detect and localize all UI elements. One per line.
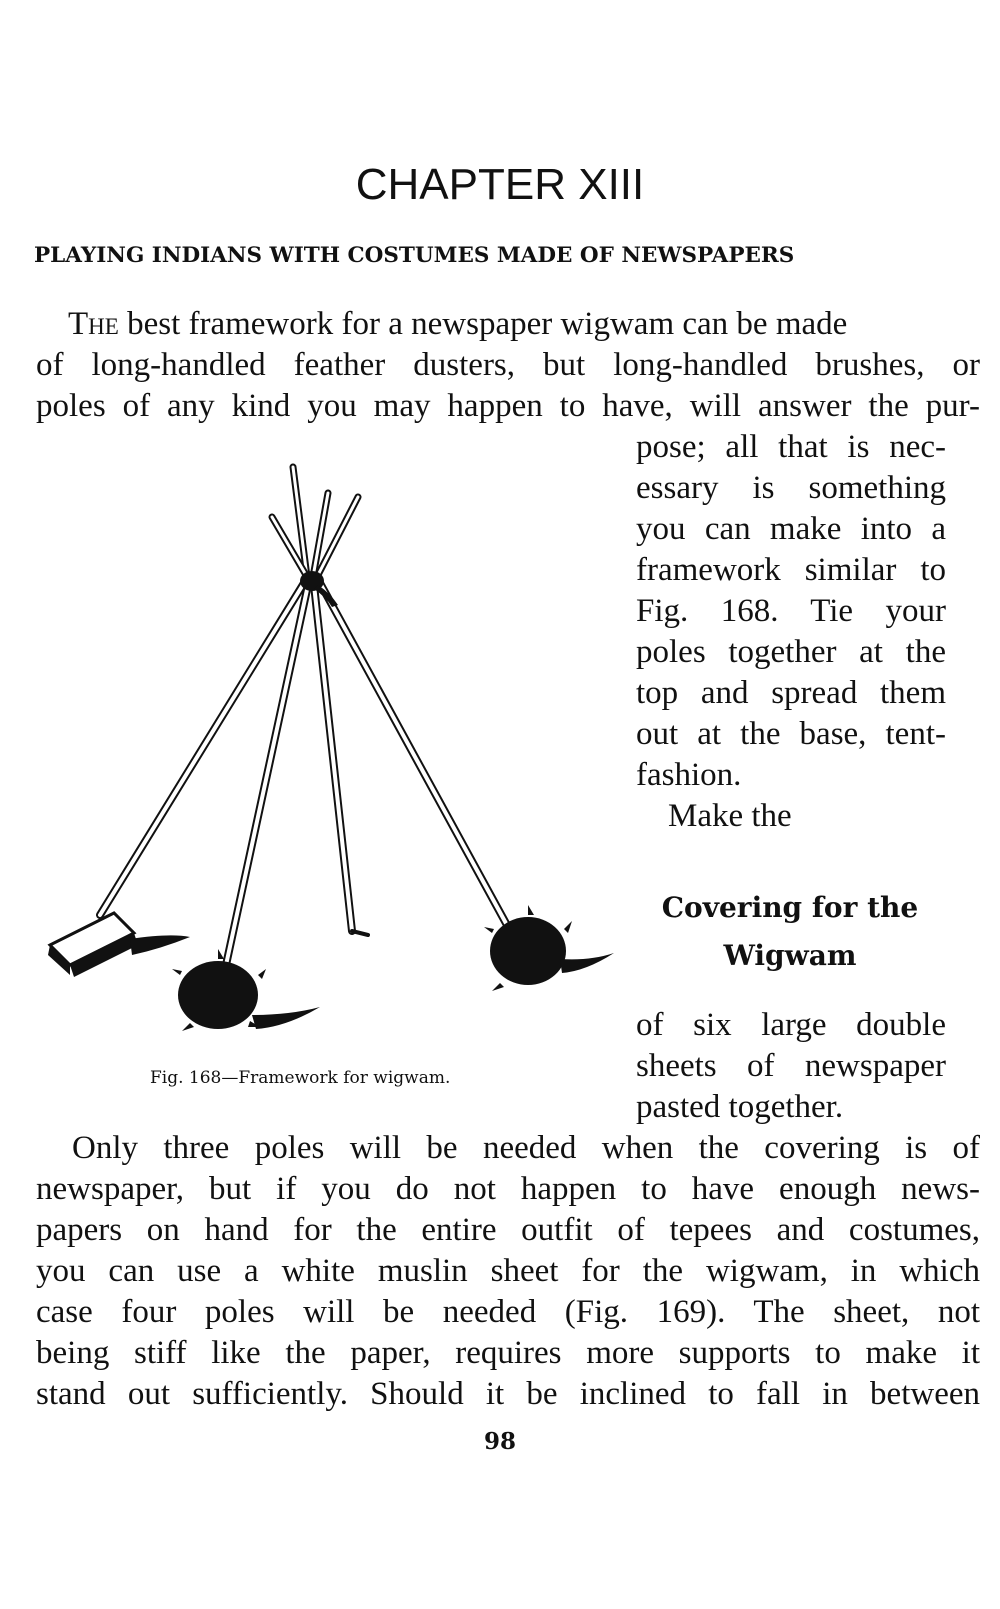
column-line: poles together at the	[636, 634, 946, 670]
paragraph-text: best framework for a newspaper wigwam can be made	[118, 306, 848, 342]
paragraph-line	[68, 306, 980, 343]
column-line: of six large double	[636, 1007, 946, 1043]
column-line: Fig. 168. Tie your	[636, 593, 946, 629]
paragraph-line: case four poles will be needed (Fig. 169). The sheet, not	[36, 1294, 980, 1330]
chapter-subtitle: PLAYING INDIANS WITH COSTUMES MADE OF NEWSPAPERS	[34, 243, 795, 268]
paragraph-line: poles of any kind you may happen to have, will answer the pur-	[36, 388, 980, 424]
column-line: out at the base, tent-	[636, 716, 946, 752]
paragraph-line: stand out sufficiently. Should it be inclined to fall in between	[36, 1376, 980, 1412]
column-line: pasted together.	[636, 1089, 844, 1125]
wigwam-framework-figure	[30, 455, 630, 1035]
side-heading-line: Wigwam	[723, 939, 857, 972]
side-heading-line: Covering for the	[661, 891, 919, 924]
paragraph-line: papers on hand for the entire outfit of tepees and costumes,	[36, 1212, 980, 1248]
paragraph-line: of long-handled feather dusters, but long-handled brushes, or	[36, 347, 980, 383]
column-line: sheets of newspaper	[636, 1048, 946, 1084]
chapter-title: CHAPTER XIII	[355, 160, 645, 209]
column-line: you can make into a	[636, 511, 946, 547]
column-line: top and spread them	[636, 675, 946, 711]
column-line: fashion.	[636, 757, 742, 793]
column-line: framework similar to	[636, 552, 946, 588]
paragraph-line: newspaper, but if you do not happen to have enough news-	[36, 1171, 980, 1207]
paragraph-line: being stiff like the paper, requires more supports to make it	[36, 1335, 980, 1371]
column-line: pose; all that is nec-	[636, 429, 946, 465]
page-number: 98	[483, 1428, 516, 1455]
side-heading	[640, 884, 940, 980]
column-line: Make the	[668, 798, 792, 834]
paragraph-line: Only three poles will be needed when the covering is of	[72, 1130, 980, 1166]
column-line: essary is something	[636, 470, 946, 506]
paragraph-line: you can use a white muslin sheet for the wigwam, in which	[36, 1253, 980, 1289]
paragraph-lead-word: The	[68, 306, 119, 342]
figure-caption: Fig. 168—Framework for wigwam.	[150, 1068, 451, 1088]
